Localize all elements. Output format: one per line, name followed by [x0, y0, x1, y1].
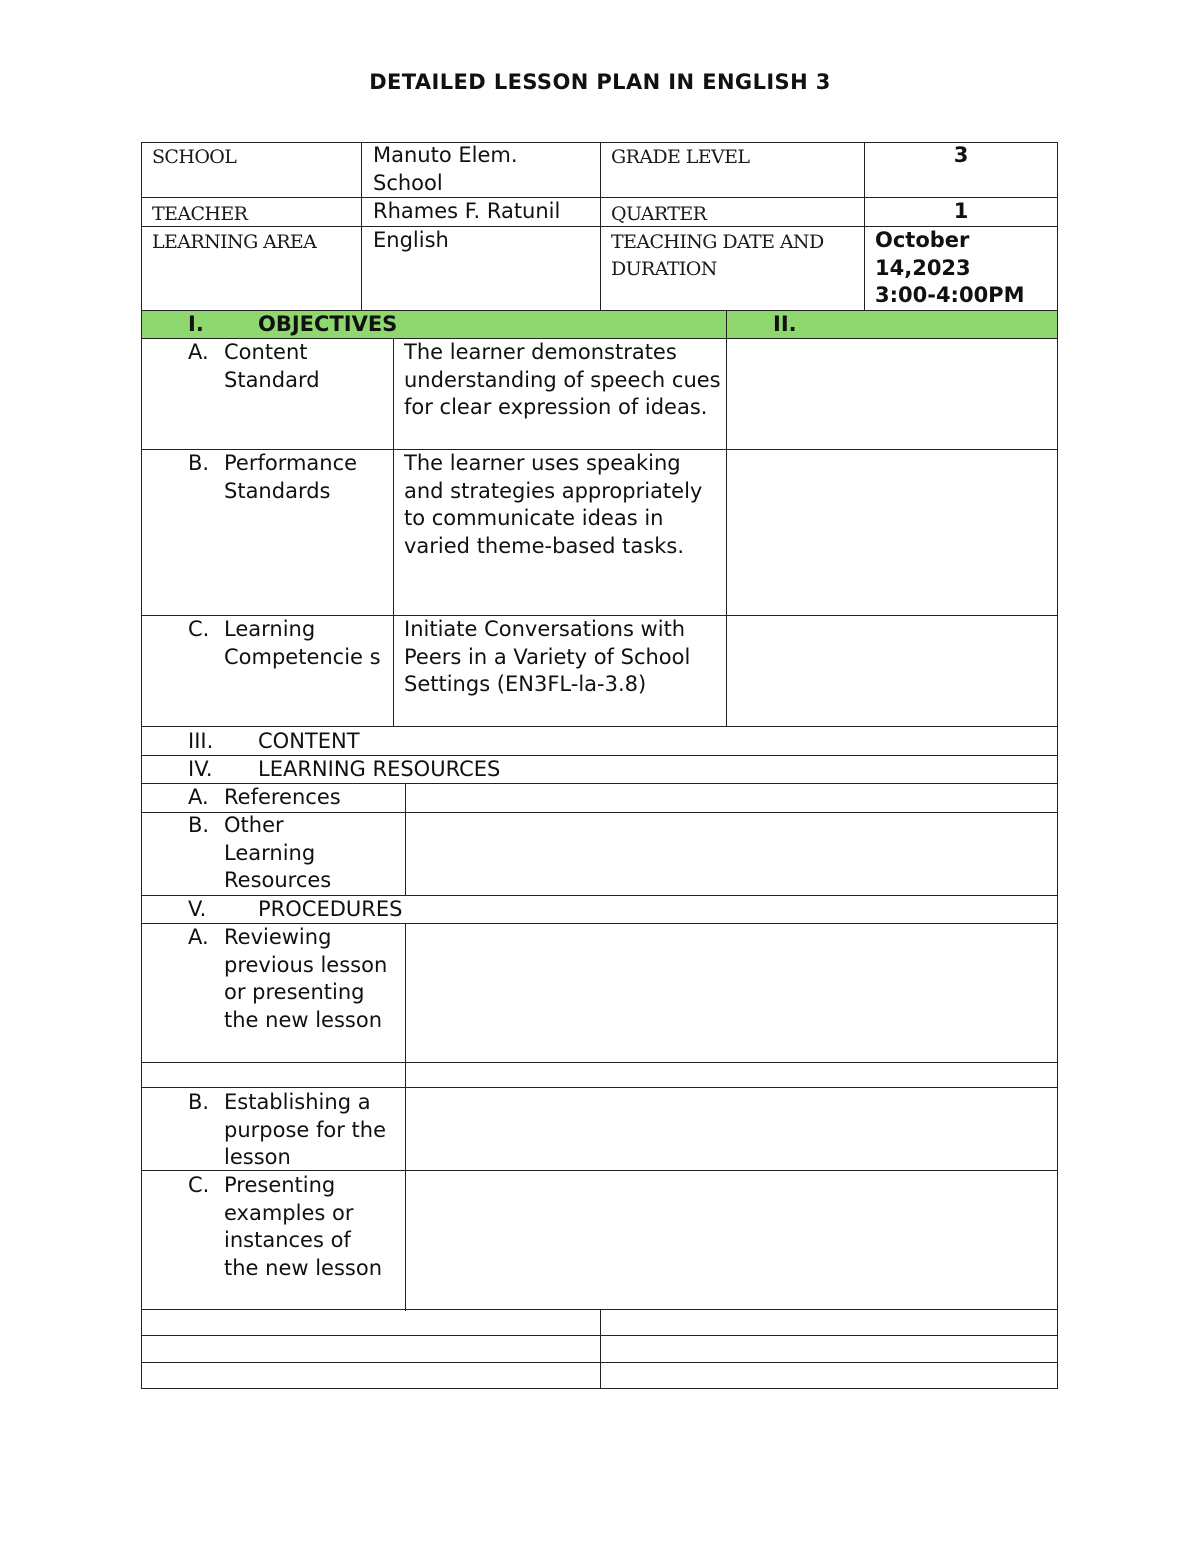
teacher-label: TEACHER: [152, 203, 248, 225]
grid-line: [142, 895, 1058, 896]
resource-label: Other Learning Resources: [224, 813, 332, 892]
quarter-label: QUARTER: [611, 203, 707, 225]
date-value: October 14,2023: [875, 228, 971, 280]
grid-line: [141, 142, 142, 1389]
teacher-value: Rhames F. Ratunil: [373, 199, 561, 223]
grid-line: [393, 338, 394, 726]
teaching-date-value: [875, 227, 1055, 310]
resource-label: References: [224, 785, 341, 809]
procedure-label: Reviewing previous lesson or presenting the new lesson: [224, 925, 388, 1032]
grid-line: [142, 1062, 1058, 1063]
grade-level-value: 3: [953, 143, 969, 167]
teaching-date-label: TEACHING DATE AND DURATION: [611, 231, 824, 280]
school-value: Manuto Elem. School: [373, 143, 518, 195]
procedures-label: PROCEDURES: [258, 897, 403, 921]
grid-line: [142, 1170, 1058, 1171]
grid-line: [726, 310, 727, 726]
grid-line: [142, 755, 1058, 756]
grid-line: [405, 923, 406, 1311]
procedure-label: Presenting examples or instances of the new lesson: [224, 1173, 383, 1280]
grid-line: [600, 1309, 601, 1388]
grid-line: [1057, 142, 1058, 1389]
objective-label: Learning Competencie s: [224, 617, 381, 669]
procedure-label: Establishing a purpose for the lesson: [224, 1090, 387, 1169]
section-ii-num: II.: [773, 312, 797, 336]
grid-line: [142, 1388, 1058, 1389]
objective-value: The learner uses speaking and strategies appropriately to communicate ideas in varied theme-based tasks.: [404, 451, 703, 558]
grid-line: [142, 338, 1058, 339]
grade-level-label: GRADE LEVEL: [611, 146, 750, 168]
grid-line: [142, 449, 1058, 450]
content-label: CONTENT: [258, 729, 360, 753]
learning-area-value: English: [373, 228, 449, 252]
objective-value: The learner demonstrates understanding of speech cues for clear expression of ideas.: [404, 340, 721, 419]
grid-line: [142, 923, 1058, 924]
grid-line: [405, 783, 406, 895]
objective-value: Initiate Conversations with Peers in a Variety of School Settings (EN3FL-la-3.8): [404, 617, 691, 696]
grid-line: [142, 726, 1058, 727]
grid-line: [600, 142, 601, 310]
page-title: DETAILED LESSON PLAN IN ENGLISH 3: [369, 70, 831, 94]
time-value: 3:00-4:00PM: [875, 283, 1025, 307]
grid-line: [142, 812, 1058, 813]
grid-line: [361, 142, 362, 310]
learning-resources-label: LEARNING RESOURCES: [258, 757, 501, 781]
quarter-value: 1: [953, 199, 969, 223]
grid-line: [142, 783, 1058, 784]
grid-line: [864, 142, 865, 310]
school-label: SCHOOL: [152, 146, 237, 168]
grid-line: [142, 310, 1058, 311]
objectives-label: OBJECTIVES: [258, 312, 398, 336]
objectives-num: I.: [188, 312, 204, 336]
objective-label: Content Standard: [224, 340, 320, 392]
objective-label: Performance Standards: [224, 451, 358, 503]
learning-area-label: LEARNING AREA: [152, 231, 317, 253]
grid-line: [142, 615, 1058, 616]
grid-line: [142, 1087, 1058, 1088]
